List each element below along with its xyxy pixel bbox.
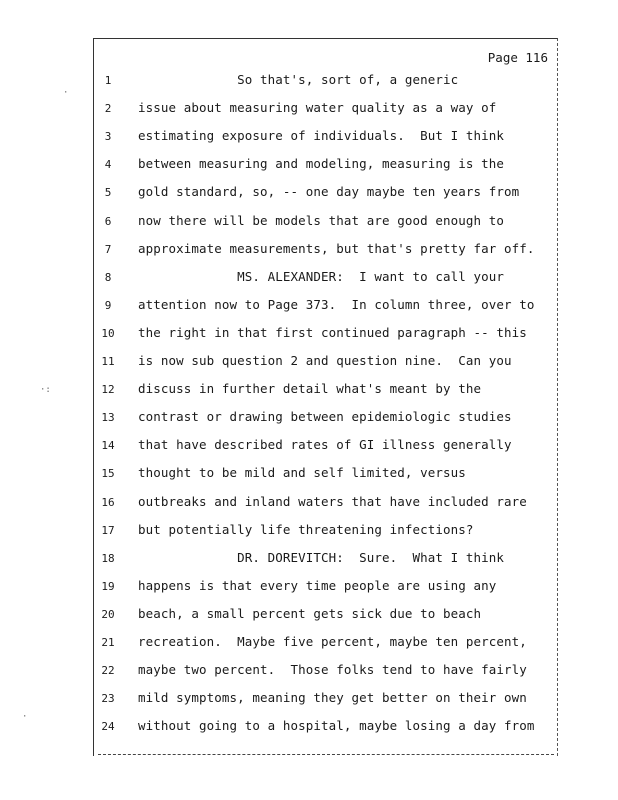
line-number: 1 [104,74,112,87]
line-text: approximate measurements, but that's pretty far off. [138,240,535,256]
transcript-line [0,576,618,598]
scan-speck: ·: [40,385,51,395]
line-number: 21 [101,636,115,649]
line-text: issue about measuring water quality as a way of [138,100,497,116]
transcript-line [0,70,618,92]
line-text: thought to be mild and self limited, versus [138,465,466,481]
line-number: 16 [101,495,115,509]
transcript-line [0,492,618,514]
line-number: 2 [104,102,112,116]
transcript-line [0,211,618,233]
line-number: 22 [101,664,115,678]
line-text: without going to a hospital, maybe losing a day from [138,718,535,734]
line-number: 18 [101,551,115,565]
line-text: attention now to Page 373. In column three, over to [138,296,535,312]
line-number: 8 [104,270,112,284]
line-text: mild symptoms, meaning they get better on their own [138,690,527,706]
transcript-line [0,295,618,317]
transcript-line [0,407,618,429]
line-number: 24 [101,720,115,734]
line-text: estimating exposure of individuals. But I think [138,128,505,144]
transcript-line [0,688,618,710]
line-text: discuss in further detail what's meant by the [138,381,482,397]
line-text: between measuring and modeling, measuring is the [138,156,505,172]
line-number: 15 [101,467,115,481]
transcript-line [0,182,618,204]
scan-speck: · [22,712,28,722]
line-number: 9 [104,298,112,312]
line-text: DR. DOREVITCH: Sure. What I think [138,549,505,565]
transcript-line [0,435,618,457]
line-number: 4 [104,158,112,172]
line-text: happens is that every time people are using any [138,577,497,593]
scan-speck: · [63,88,69,98]
transcript-line [0,351,618,373]
line-text: the right in that first continued paragraph -- this [138,324,527,340]
transcript-line [0,154,618,176]
page-bottom-rule [98,754,554,757]
transcript-line [0,604,618,626]
line-number: 13 [101,411,115,425]
transcript-line [0,126,618,148]
transcript-line [0,98,618,120]
line-text: outbreaks and inland waters that have included rare [138,493,527,509]
transcript-line [0,632,618,654]
line-text: but potentially life threatening infections? [138,521,474,537]
transcript-line [0,463,618,485]
line-number: 14 [101,439,115,453]
line-number: 5 [104,186,112,200]
line-number: 11 [101,355,115,368]
transcript-line [0,716,618,738]
page-number: Page 116 [487,50,548,65]
line-text: now there will be models that are good enough to [138,212,505,228]
line-text: So that's, sort of, a generic [138,72,459,87]
transcript-line [0,520,618,542]
line-number: 10 [101,326,115,340]
transcript-line [0,323,618,345]
line-number: 3 [104,130,112,144]
line-text: that have described rates of GI illness generally [138,437,512,453]
transcript-line [0,267,618,289]
line-text: is now sub question 2 and question nine. Can you [138,353,512,368]
line-number: 19 [101,579,115,593]
line-text: maybe two percent. Those folks tend to have fairly [138,662,527,678]
line-number: 7 [104,242,112,256]
line-number: 12 [101,383,115,397]
line-number: 23 [101,692,115,706]
transcript-line [0,548,618,570]
transcript-line [0,239,618,261]
line-number: 6 [104,214,112,228]
line-text: beach, a small percent gets sick due to beach [138,605,482,621]
line-text: MS. ALEXANDER: I want to call your [138,268,505,284]
line-number: 17 [101,523,115,537]
line-text: contrast or drawing between epidemiologic studies [138,409,512,425]
transcript-line [0,660,618,682]
line-text: recreation. Maybe five percent, maybe ten percent, [138,634,527,649]
line-text: gold standard, so, -- one day maybe ten years from [138,184,520,200]
transcript-line [0,379,618,401]
line-number: 20 [101,607,115,621]
